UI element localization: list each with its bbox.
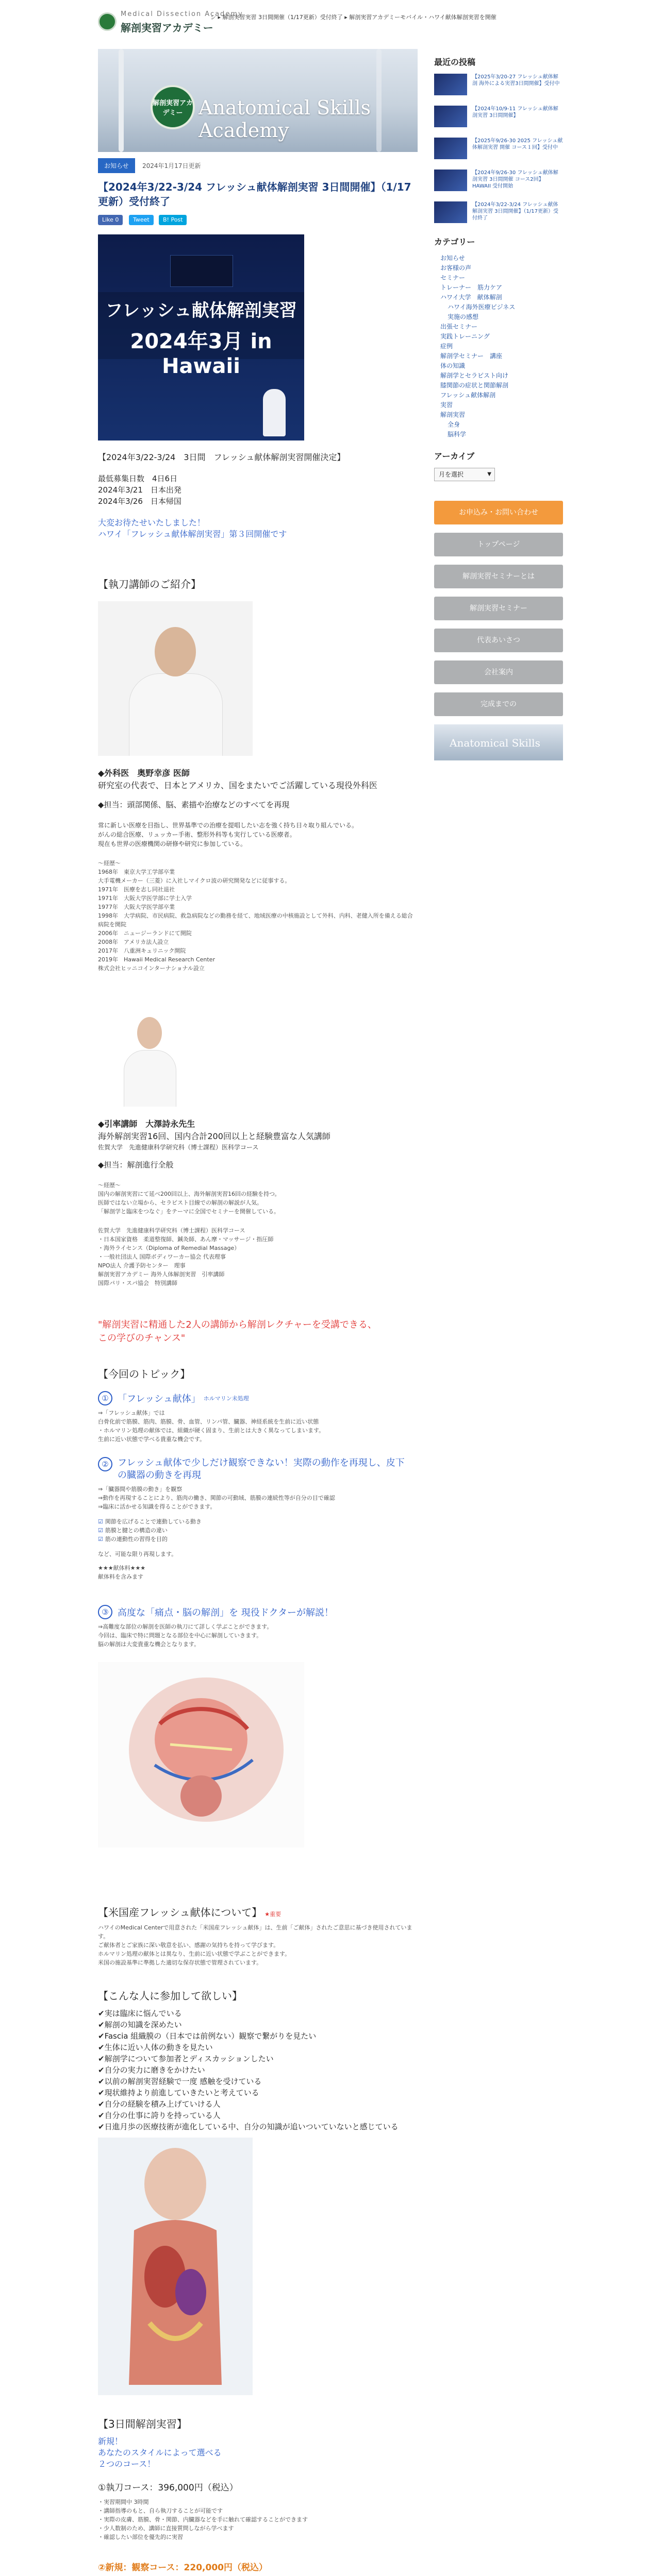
category-heading: カテゴリー	[434, 237, 475, 247]
feature-image	[98, 234, 304, 440]
category-link[interactable]: 解剖学セミナー 講座	[440, 352, 503, 360]
bio-line: がんの総合医療、リュッカー手術、整形外科等も実行している医療者。	[98, 831, 296, 838]
course-item: ・少人数制のため、講師に直接質問しながら学べます	[98, 2525, 234, 2532]
sidebar-banner-text: Anatomical Skills	[450, 737, 540, 749]
category-link[interactable]: 体の知識	[440, 362, 466, 369]
career-line: 2008年 アメリカ法人設立	[98, 939, 169, 945]
topic-line: ・ホルマリン処理の献体では、組織が硬く固まり、生前とは大きく異なってしまいます。	[98, 1427, 325, 1434]
anatomy-model-illustration	[98, 2138, 253, 2395]
post-meta	[98, 158, 418, 173]
archive-select-value: 月を選択	[439, 471, 464, 478]
recent-posts-heading: 最近の投稿	[434, 57, 476, 67]
topic2-checks	[98, 1517, 418, 1544]
bio-line: 「解剖学と臨床をつなぐ」をテーマに全国でセミナーを開催している。	[98, 1208, 279, 1215]
nav-button-company[interactable]: 会社案内	[434, 660, 563, 684]
note-line: など、可能な限り再現します。	[98, 1551, 177, 1557]
highlight-line: この学びのチャンス"	[98, 1333, 186, 1344]
target-item: ✔自分の仕事に誇りを持っている人	[98, 2111, 221, 2120]
spine-image	[119, 49, 124, 152]
post-thumbnail[interactable]	[434, 138, 467, 159]
lecturer2-specialty: ◆担当：解剖進行全般	[98, 1160, 174, 1170]
category-link[interactable]: 解剖実習	[440, 411, 466, 418]
logo-title[interactable]: 解剖実習アカデミー	[121, 22, 213, 34]
recent-post[interactable]	[434, 106, 563, 132]
note-line: ★★★献体料★★★	[98, 1565, 146, 1571]
career-line: 1998年 大学病院、市民病院、救急病院などの勤務を経て、地域医療の中核施設として外科、内科、老健入所を備える総合病院を開院	[98, 912, 413, 928]
recent-post[interactable]	[434, 74, 563, 100]
topic1-title: 「フレッシュ献体」	[118, 1394, 201, 1404]
check-icon: ☑	[98, 1536, 103, 1543]
check-icon: ☑	[98, 1527, 103, 1534]
archive-heading: アーカイブ	[434, 451, 475, 461]
lecturer1-desc: 研究室の代表で、日本とアメリカ、国をまたいでご活躍している現役外科医	[98, 781, 377, 790]
course-intro-line: あなたのスタイルによって選べる	[98, 2448, 222, 2458]
category-link[interactable]: ハワイ大学 献体解剖	[440, 294, 502, 301]
course-intro-line: 新規！	[98, 2436, 123, 2446]
anatomy-model-image	[98, 2138, 253, 2395]
career-line: 2019年 Hawaii Medical Research Center	[98, 956, 215, 963]
recent-post[interactable]	[434, 170, 563, 196]
logo-icon[interactable]	[98, 12, 117, 31]
chevron-down-icon: ▼	[487, 471, 491, 477]
doctor-figure	[263, 389, 286, 436]
career-line: ・海外ライセンス（Diploma of Remedial Massage）	[98, 1245, 240, 1251]
white-coat	[129, 673, 223, 756]
recent-post-link[interactable]: 【2024年10/9-11 フレッシュ献体解剖実習 3日間開催】	[472, 106, 558, 118]
lecturer1-bio	[98, 821, 418, 849]
highlight-line: "解剖実習に精通した2人の講師から解剖レクチャーを受講できる、	[98, 1319, 377, 1330]
sidebar	[434, 56, 563, 760]
category-link[interactable]: お知らせ	[440, 255, 465, 262]
target-item: ✔現状維持より前進していきたいと考えている	[98, 2088, 259, 2097]
header-tagline: シ ▸ 解剖実習実習 3日間開催（1/17更新）受付終了 ▸ 解剖実習アカデミーモバイル・ハワイ献体解剖実習を開催	[210, 14, 496, 21]
source-body	[98, 1923, 418, 1967]
course-item: ・確認したい部位を優先的に実習	[98, 2534, 183, 2540]
category-link[interactable]: フレッシュ献体解剖	[440, 392, 496, 399]
feature-image-title: フレッシュ献体解剖実習	[105, 300, 297, 321]
career-line: 2006年 ニュージーランドにて開院	[98, 930, 192, 937]
category-list	[434, 253, 563, 439]
recent-post-link[interactable]: 【2024年9/26-30 フレッシュ献体解剖実習 3日間開催 コース2回】 HAWAII 受付開始	[472, 170, 558, 189]
note-line: 献体料を含みます	[98, 1573, 143, 1580]
course-item: ・実際の皮膚、筋膜、骨・関節、内臓器などを手に触れて確認することができます	[98, 2516, 308, 2523]
number-icon: ①	[98, 1391, 112, 1405]
career-line: NPO法人 介護予防センター 理事	[98, 1262, 186, 1269]
career-line: 1971年 大阪大学医学部に学士入学	[98, 895, 192, 902]
nav-button-more[interactable]: 完成までの	[434, 692, 563, 716]
lecturer1-photo	[98, 601, 253, 756]
check-icon: ☑	[98, 1518, 103, 1525]
category-link[interactable]: 実習	[440, 401, 453, 409]
topic1-sub: ホルマリン未処理	[203, 1395, 249, 1402]
sidebar-banner[interactable]	[434, 724, 563, 760]
category-link[interactable]: ハワイ海外医療ビジネス	[448, 303, 516, 311]
post-thumbnail[interactable]	[434, 74, 467, 95]
category-badge[interactable]: お知らせ	[98, 158, 135, 173]
anatomy-illustration	[98, 1662, 304, 1848]
topic3-title: 高度な「痛点・脳の解剖」を 現役ドクターが解説！	[118, 1607, 334, 1618]
career-line: 解剖実習アカデミー 海外人体解剖実習 引率講師	[98, 1271, 225, 1278]
hero-title: Anatomical Skills Academy	[198, 96, 371, 142]
course-heading: 【3日間解剖実習】	[98, 2418, 187, 2430]
check-item: ☑ 関節を広げることで連動している動き	[98, 1518, 202, 1525]
topics-heading: 【今回のトピック】	[98, 1368, 191, 1380]
hatena-button[interactable]: B! Post	[159, 215, 187, 225]
announcement-line: ハワイ「フレッシュ献体解剖実習」第３回開催です	[98, 529, 287, 539]
schedule-header: 【2024年3/22-3/24 3日間 フレッシュ献体解剖実習開催決定】	[98, 452, 345, 462]
feature-image-subtitle: 2024年3月 in Hawaii	[130, 330, 272, 378]
target-item: ✔生体に近い人体の動きを見たい	[98, 2043, 213, 2052]
bio-line: 医師ではない立場から、セラピスト目線での解剖の解説が人気。	[98, 1199, 262, 1206]
source-tag: ★重要	[264, 1911, 282, 1918]
lecturer1-specialty: ◆担当：頭部関係、脳、素描や治療などのすべてを再現	[98, 800, 290, 809]
check-item: ☑ 筋膜と腱との構造の違い	[98, 1527, 168, 1534]
announcement	[98, 517, 418, 540]
main-content	[98, 49, 418, 2576]
topic2-title: フレッシュ献体で少しだけ観察できない！実際の動作を再現し、皮下の臓器の動きを再現	[118, 1458, 405, 1481]
category-link[interactable]: 実施の感想	[448, 313, 479, 320]
number-icon: ②	[98, 1457, 112, 1471]
lecturer1-career	[98, 859, 418, 973]
bio-line: 現在も世界の医療機関の研修や研究に参加している。	[98, 840, 247, 848]
career-line: 国際パリ・スパ協会 特別講師	[98, 1280, 177, 1286]
logo-subtitle: Medical Dissection Academy	[121, 10, 243, 18]
career-line: 2017年 八重洲キュリニック開院	[98, 947, 186, 954]
lecturer2-desc: 海外解剖実習16回、国内合計200回以上と経験豊富な人気講師	[98, 1131, 330, 1141]
category-link[interactable]: お客様の声	[440, 264, 472, 272]
topic-line: 生前に近い状態で学べる貴重な機会です。	[98, 1436, 206, 1443]
course-intro	[98, 2436, 418, 2470]
career-line: 1968年 東京大学工学部卒業	[98, 869, 175, 875]
lecturer2-school: 佐賀大学 先進健康科学研究科（博士課程）医科学コース	[98, 1144, 259, 1151]
source-line: 米国の施設基準に準拠した適切な保存状態で管理されています。	[98, 1959, 262, 1966]
course2-title: ②新規：観察コース：220,000円（税込）	[98, 2563, 268, 2573]
share-buttons	[98, 215, 418, 226]
topic1-header	[98, 1391, 418, 1405]
source-section	[98, 1904, 418, 1919]
career-line: 1977年 大阪大学医学部卒業	[98, 904, 175, 910]
course-item: ・講師指導のもと、自ら執刀することが可能です	[98, 2507, 223, 2514]
recent-post[interactable]	[434, 138, 563, 164]
career-header: ～経歴～	[98, 860, 121, 867]
category-link[interactable]: 出張セミナー	[440, 323, 478, 330]
lecturer2-career	[98, 1226, 418, 1287]
topic-line: 今回は、臨床で特に問題となる部位を中心に解剖していきます。	[98, 1632, 262, 1639]
source-heading: 【米国産フレッシュ献体について】	[98, 1906, 262, 1919]
topic3-header	[98, 1605, 418, 1619]
recent-post-link[interactable]: 【2025年3/20-27 フレッシュ献体解剖 海外による実習3日間開催】受付中	[472, 74, 560, 87]
highlight-message	[98, 1318, 418, 1345]
target-item: ✔Fascia 組織膜の（日本では前例ない）観察で繋がりを見たい	[98, 2031, 317, 2041]
category-link[interactable]: 症例	[440, 343, 453, 350]
course-intro-line: ２つのコース！	[98, 2459, 156, 2469]
topic3-body	[98, 1622, 418, 1649]
category-link[interactable]: 解剖学とセラピスト向け	[440, 372, 509, 379]
portrait-head	[155, 627, 196, 676]
lecturer-heading: 【執刀講師のご紹介】	[98, 578, 201, 590]
target-item: ✔以前の解剖実習経験で一度 感触を受けている	[98, 2077, 262, 2086]
category-link[interactable]: 実践トレーニング	[440, 333, 490, 340]
schedule-lines	[98, 473, 418, 507]
anatomy-image	[98, 1662, 304, 1848]
source-line: ご献体者とご家族に深い敬意を払い、感謝の気持ちを持って学びます。	[98, 1942, 279, 1948]
category-link[interactable]: 脳科学	[448, 431, 467, 438]
topic2-notes	[98, 1550, 418, 1581]
schedule-line: 最低募集日数 4日6日	[98, 474, 178, 483]
course1-items	[98, 2498, 418, 2541]
topic-line: ⇒「フレッシュ献体」では	[98, 1410, 165, 1416]
article-title: 【2024年3/22-3/24 フレッシュ献体解剖実習 3日間開催】（1/17更新）受付終了	[98, 181, 411, 208]
target-item: ✔実は臨床に悩んでいる	[98, 2009, 182, 2018]
nav-button-top[interactable]: トップページ	[434, 533, 563, 556]
career-line: ・日本国家資格 柔道整復師、鍼灸師、あん摩・マッサージ・指圧師	[98, 1236, 274, 1243]
recent-post-link[interactable]: 【2025年9/26-30 2025 フレッシュ献体解剖実習 開催 コース１回】受付中	[472, 138, 563, 150]
schedule-line: 2024年3/26 日本帰国	[98, 497, 181, 506]
topic2-header	[98, 1457, 418, 1482]
lecturer2-bio	[98, 1181, 418, 1216]
career-line: ・一般社団法人 国際ボディワーカー協会 代表理事	[98, 1253, 226, 1260]
lecturer2-name: ◆引率講師 大澤詩永先生	[98, 1119, 195, 1129]
career-header: ～経歴～	[98, 1182, 121, 1189]
check-item: ☑ 筋の連動性の習得を目的	[98, 1536, 168, 1543]
target-item: ✔日進月歩の医療技術が進化している中、自分の知識が追いついていないと感じている	[98, 2122, 399, 2131]
post-thumbnail[interactable]	[434, 170, 467, 191]
tweet-button[interactable]: Tweet	[129, 215, 154, 225]
nav-button-greeting[interactable]: 代表あいさつ	[434, 629, 563, 652]
topic-line: ⇒臨床に活かせる知識を得ることができます。	[98, 1503, 216, 1510]
career-line: 株式会社ヒッニコインターナショナル設立	[98, 965, 205, 972]
framed-photo	[170, 255, 233, 287]
topic1-body	[98, 1409, 418, 1444]
nav-button-about[interactable]: 解剖実習セミナーとは	[434, 565, 563, 588]
recent-post[interactable]	[434, 201, 563, 228]
topic-line: ⇒動作を再現することにより、筋肉の働き、関節の可動域、筋膜の連続性等が自分の目で確認	[98, 1495, 335, 1501]
source-line: ハワイのMedical Centerで用意された「米国産フレッシュ献体」は、生前「ご献体」されたご意思に基づき使用されています。	[98, 1924, 412, 1940]
post-date: 2024年1月17日更新	[142, 162, 201, 170]
topic-line: ⇒「臓器間や筋膜の動き」を観察	[98, 1486, 183, 1493]
schedule-line: 2024年3/21 日本出発	[98, 485, 181, 495]
post-thumbnail[interactable]	[434, 201, 467, 223]
target-heading: 【こんな人に参加して欲しい】	[98, 1990, 242, 2002]
post-thumbnail[interactable]	[434, 106, 467, 127]
recent-post-link[interactable]: 【2024年3/22-3/24 フレッシュ献体解剖実習 3日間開催】（1/17更新）受付終了	[472, 202, 558, 221]
topic-line: 脳の解剖は大変貴重な機会となります。	[98, 1641, 200, 1648]
announcement-line: 大変お待たせいたしました！	[98, 518, 206, 528]
category-link[interactable]: 全身	[448, 421, 460, 428]
career-line: 1971年 医療を志し同社退社	[98, 886, 175, 893]
number-icon: ③	[98, 1605, 112, 1619]
target-item: ✔自分の経験を積み上げていける人	[98, 2099, 221, 2109]
course-item: ・実習期間中 3時間	[98, 2499, 149, 2505]
bio-line: 国内の解剖実習にて延べ200回以上、海外解剖実習16回の経験を持つ。	[98, 1191, 280, 1197]
lecturer2-photo	[98, 993, 201, 1107]
hero-badge: 解剖実習アカデミー	[151, 85, 195, 129]
hero-banner	[98, 49, 418, 152]
source-line: ホルマリン処理の献体とは異なり、生前に近い状態で学ぶことができます。	[98, 1951, 291, 1957]
career-line: 大手電機メーカー（三菱）に入社しマイクロ波の研究開発などに従事する。	[98, 877, 291, 884]
lecturer1-name: ◆外科医 奥野幸彦 医師	[98, 768, 190, 778]
target-item: ✔解剖学について参加者とディスカッションしたい	[98, 2054, 274, 2063]
white-coat	[124, 1050, 176, 1107]
topic2-body	[98, 1485, 418, 1511]
topic-line: ⇒高難度な部位の解剖を医師の執刀にて詳しく学ぶことができます。	[98, 1623, 273, 1630]
course1-title: ①執刀コース：396,000円（税込）	[98, 2483, 238, 2493]
target-list	[98, 2008, 418, 2132]
nav-button-seminar[interactable]: 解剖実習セミナー	[434, 597, 563, 620]
facebook-like-button[interactable]: Like 0	[98, 215, 123, 225]
category-link[interactable]: 膝関節の症状と関節解剖	[440, 382, 509, 389]
category-link[interactable]: セミナー	[440, 274, 466, 281]
category-link[interactable]: トレーナー 筋力ケア	[440, 284, 503, 291]
career-line: 佐賀大学 先進健康科学研究科（博士課程）医科学コース	[98, 1227, 245, 1234]
bio-line: 常に新しい医療を目指し、世界基準での治療を提唱したい志を強く持ち日々取り組んでいる。	[98, 822, 358, 829]
target-item: ✔解剖の知識を深めたい	[98, 2020, 182, 2029]
site-header	[98, 9, 562, 34]
contact-button[interactable]: お申込み・お問い合わせ	[434, 501, 563, 524]
topic-line: 白骨化前で筋膜、筋肉、筋膜、骨、血管、リンパ管、臓器、神経系統を生前に近い状態	[98, 1418, 319, 1425]
archive-select[interactable]	[434, 468, 495, 481]
target-item: ✔自分の実力に磨きをかけたい	[98, 2065, 205, 2075]
portrait-head	[137, 1017, 162, 1049]
